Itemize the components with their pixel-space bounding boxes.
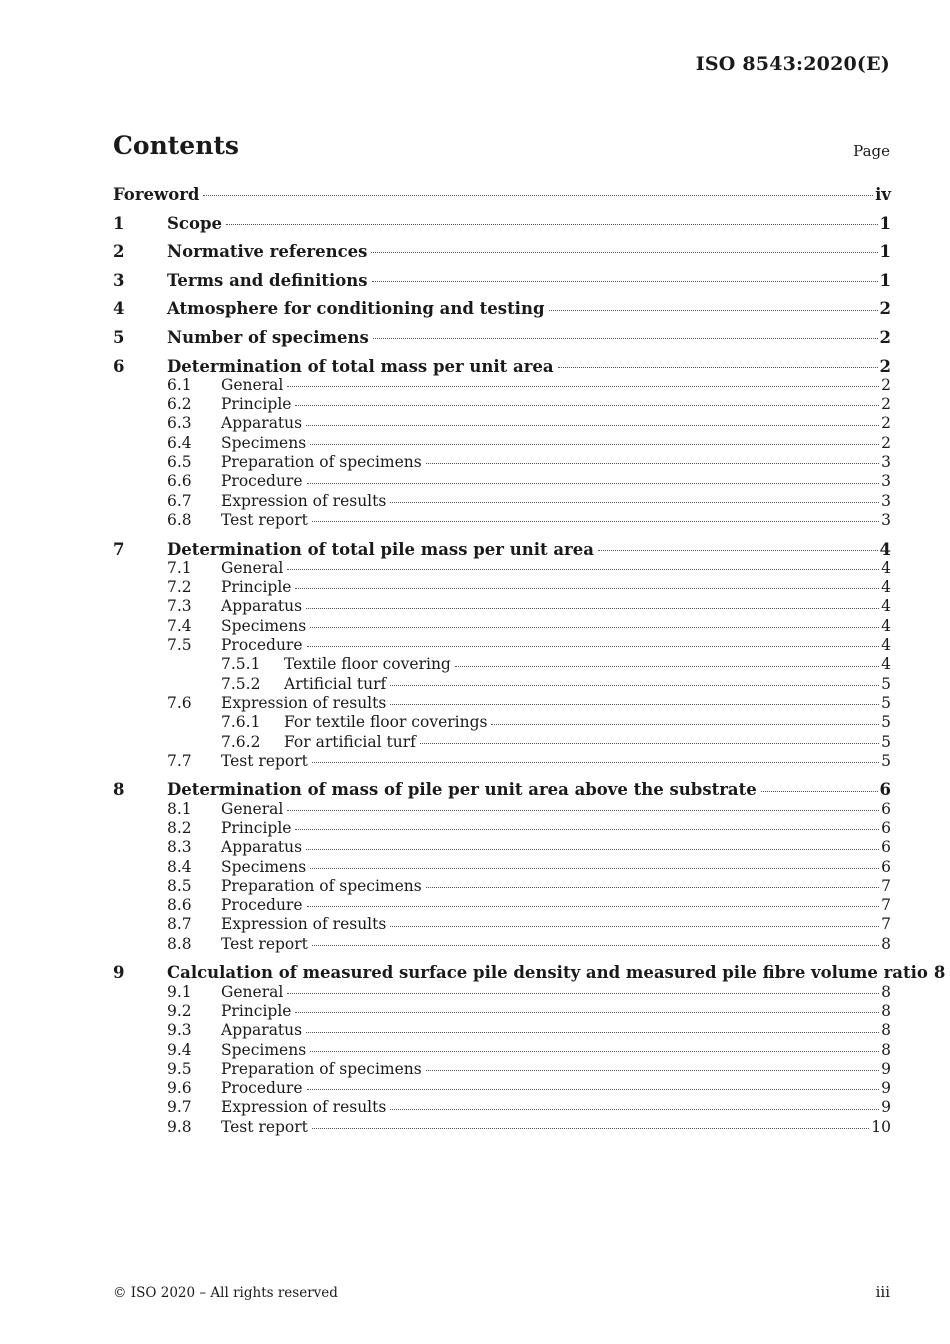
toc-entry-page[interactable]: iv — [875, 185, 891, 204]
toc-entry-title[interactable]: Test report — [221, 934, 308, 953]
toc-entry-number: 9.1 — [167, 982, 192, 1001]
toc-entry-page[interactable]: 2 — [879, 299, 891, 319]
toc-entry[interactable] — [113, 617, 891, 636]
toc-entry-page[interactable]: 7 — [881, 876, 891, 895]
toc-entry[interactable] — [113, 675, 891, 694]
toc-entry-page[interactable]: 6 — [881, 818, 891, 837]
toc-entry-number: 6.4 — [167, 433, 192, 452]
toc-entry[interactable] — [113, 636, 891, 655]
toc-entry-title[interactable]: Calculation of measured surface pile density and measured pile fibre volume ratio — [167, 963, 928, 983]
toc-entry[interactable] — [113, 1118, 891, 1137]
toc-entry-title[interactable]: Expression of results — [221, 693, 387, 712]
dot-leader — [310, 1051, 879, 1052]
toc-entry-title[interactable]: For artificial turf — [284, 732, 416, 751]
toc-entry-number: 8 — [113, 780, 125, 800]
dot-leader — [295, 829, 879, 830]
dot-leader — [287, 810, 879, 811]
dot-leader — [287, 993, 879, 994]
dot-leader — [306, 1032, 879, 1033]
toc-entry-number: 9.8 — [167, 1117, 192, 1136]
toc-entry-page[interactable]: 9 — [881, 1098, 891, 1117]
toc-entry[interactable] — [113, 1079, 891, 1098]
toc-entry-number: 9.3 — [167, 1021, 192, 1040]
toc-entry[interactable] — [113, 492, 891, 511]
toc-entry-number: 7.3 — [167, 597, 192, 616]
toc-entry-number: 6.8 — [167, 510, 192, 529]
toc-entry[interactable] — [113, 540, 891, 559]
toc-entry-number: 6.3 — [167, 414, 192, 433]
toc-entry-number: 8.3 — [167, 838, 192, 857]
dot-leader — [390, 704, 879, 705]
dot-leader — [306, 849, 879, 850]
toc-entry[interactable] — [113, 1098, 891, 1117]
dot-leader — [558, 367, 878, 368]
toc-entry[interactable] — [113, 357, 891, 376]
dot-leader — [426, 1070, 879, 1071]
dot-leader — [312, 521, 879, 522]
toc-entry[interactable] — [113, 983, 891, 1002]
toc-entry-number: 2 — [113, 242, 125, 262]
toc-entry[interactable] — [113, 694, 891, 713]
toc-entry-page[interactable]: 2 — [879, 356, 891, 376]
toc-entry-page[interactable]: 2 — [881, 433, 891, 452]
toc-entry[interactable] — [113, 511, 891, 530]
dot-leader — [390, 502, 879, 503]
dot-leader — [426, 887, 879, 888]
toc-entry[interactable] — [113, 434, 891, 453]
toc-entry-number: 8.2 — [167, 818, 192, 837]
dot-leader — [312, 1128, 869, 1129]
toc-entry-page[interactable]: 3 — [881, 491, 891, 510]
dot-leader — [306, 425, 879, 426]
toc-entry-number: 8.4 — [167, 857, 192, 876]
toc-entry-title[interactable]: Apparatus — [221, 414, 303, 433]
toc-entry-title[interactable]: Terms and definitions — [167, 270, 368, 290]
dot-leader — [310, 444, 879, 445]
toc-entry-number: 6.7 — [167, 491, 192, 510]
toc-entry-title[interactable]: Principle — [221, 1001, 292, 1020]
toc-entry[interactable] — [113, 271, 891, 290]
toc-entry-number: 7.6.1 — [221, 713, 261, 732]
toc-entry-title[interactable]: Specimens — [221, 433, 307, 452]
toc-entry-page[interactable]: 9 — [881, 1079, 891, 1098]
toc-entry-page[interactable]: 2 — [881, 414, 891, 433]
toc-entry[interactable] — [113, 655, 891, 674]
toc-entry-page[interactable]: 6 — [881, 838, 891, 857]
toc-entry-number: 9 — [113, 963, 125, 983]
toc-entry-title[interactable]: Specimens — [221, 857, 307, 876]
toc-entry-number: 6.2 — [167, 395, 192, 414]
dot-leader — [307, 906, 880, 907]
toc-entry-page[interactable]: 4 — [881, 558, 891, 577]
dot-leader — [295, 1012, 879, 1013]
toc-entry-page[interactable]: 3 — [881, 510, 891, 529]
toc-entry-number: 7.4 — [167, 616, 192, 635]
toc-entry-number: 7.5.2 — [221, 674, 261, 693]
dot-leader — [761, 791, 878, 792]
toc-entry-title[interactable]: Specimens — [221, 616, 307, 635]
toc-entry[interactable] — [113, 1060, 891, 1079]
toc-entry[interactable] — [113, 414, 891, 433]
toc-entry[interactable] — [113, 453, 891, 472]
toc-entry[interactable] — [113, 800, 891, 819]
toc-entry-number: 6 — [113, 356, 125, 376]
document-id: ISO 8543:2020(E) — [695, 53, 890, 75]
dot-leader — [295, 405, 879, 406]
toc-entry[interactable] — [113, 780, 891, 799]
toc-entry-title[interactable]: Number of specimens — [167, 327, 369, 347]
toc-entry-number: 7.1 — [167, 558, 192, 577]
toc-entry-number: 9.6 — [167, 1079, 192, 1098]
page-number: iii — [875, 1283, 890, 1301]
dot-leader — [372, 281, 878, 282]
toc-entry-title[interactable]: Atmosphere for conditioning and testing — [167, 299, 545, 319]
toc-entry-page[interactable]: 4 — [881, 597, 891, 616]
toc-entry-number: 8.7 — [167, 915, 192, 934]
toc-entry[interactable] — [113, 299, 891, 318]
toc-entry-page[interactable]: 8 — [881, 934, 891, 953]
toc-entry[interactable] — [113, 877, 891, 896]
toc-entry-page[interactable]: 10 — [871, 1117, 891, 1136]
toc-entry-number: 4 — [113, 299, 125, 319]
toc-entry-title[interactable]: Specimens — [221, 1040, 307, 1059]
toc-entry[interactable] — [113, 935, 891, 954]
toc-entry-page[interactable]: 1 — [879, 270, 891, 290]
toc-entry[interactable] — [113, 713, 891, 732]
toc-entry-number: 9.7 — [167, 1098, 192, 1117]
toc-entry[interactable] — [113, 242, 891, 261]
toc-entry-title[interactable]: General — [221, 799, 284, 818]
toc-entry-title[interactable]: Preparation of specimens — [221, 453, 422, 472]
toc-entry-number: 7.6 — [167, 693, 192, 712]
toc-entry-title[interactable]: Apparatus — [221, 1021, 303, 1040]
toc-entry-page[interactable]: 2 — [881, 395, 891, 414]
toc-entry-page[interactable]: 8 — [881, 1040, 891, 1059]
dot-leader — [312, 945, 879, 946]
toc-entry-page[interactable]: 3 — [881, 453, 891, 472]
toc-entry[interactable] — [113, 838, 891, 857]
toc-entry-page[interactable]: 7 — [881, 896, 891, 915]
toc-entry-page[interactable]: 8 — [881, 1001, 891, 1020]
toc-entry-number: 8.1 — [167, 799, 192, 818]
toc-entry-page[interactable]: 4 — [881, 578, 891, 597]
toc-entry-title[interactable]: Expression of results — [221, 491, 387, 510]
toc-entry-number: 6.5 — [167, 453, 192, 472]
dot-leader — [420, 743, 879, 744]
toc-entry-page[interactable]: 3 — [881, 472, 891, 491]
toc-entry-title[interactable]: For textile floor coverings — [284, 713, 488, 732]
toc-entry-title[interactable]: Principle — [221, 395, 292, 414]
toc-entry-title[interactable]: Determination of mass of pile per unit area above the substrate — [167, 780, 757, 800]
toc-entry-title[interactable]: Principle — [221, 818, 292, 837]
toc-entry-page[interactable]: 1 — [879, 242, 891, 262]
toc-entry-title[interactable]: Determination of total mass per unit area — [167, 356, 554, 376]
dot-leader — [312, 762, 879, 763]
toc-entry[interactable] — [113, 752, 891, 771]
toc-entry-title[interactable]: General — [221, 375, 284, 394]
dot-leader — [373, 338, 878, 339]
toc-entry-title[interactable]: Test report — [221, 510, 308, 529]
toc-entry[interactable] — [113, 328, 891, 347]
toc-entry-page[interactable]: 1 — [879, 213, 891, 233]
toc-entry-page[interactable]: 8 — [881, 982, 891, 1001]
toc-entry-number: 8.8 — [167, 934, 192, 953]
toc-entry-title[interactable]: Expression of results — [221, 1098, 387, 1117]
toc-entry[interactable] — [113, 472, 891, 491]
toc-entry-page[interactable]: 6 — [881, 857, 891, 876]
toc-entry-page[interactable]: 8 — [933, 963, 946, 983]
toc-entry-title[interactable]: Procedure — [221, 896, 303, 915]
toc-entry-number: 7.5 — [167, 636, 192, 655]
dot-leader — [287, 569, 879, 570]
toc-entry-title[interactable]: Scope — [167, 213, 223, 233]
toc-entry-title[interactable]: Expression of results — [221, 915, 387, 934]
toc-entry-page[interactable]: 2 — [879, 327, 891, 347]
toc-entry-number: 8.6 — [167, 896, 192, 915]
toc-entry-number: 1 — [113, 213, 125, 233]
toc-entry[interactable] — [113, 185, 891, 204]
toc-entry-page[interactable]: 5 — [881, 713, 891, 732]
toc-entry-number: 7.2 — [167, 578, 192, 597]
toc-entry-title[interactable]: Normative references — [167, 242, 368, 262]
toc-entry-title[interactable]: General — [221, 982, 284, 1001]
toc-entry[interactable] — [113, 1041, 891, 1060]
dot-leader — [371, 252, 877, 253]
toc-entry-title[interactable]: Apparatus — [221, 838, 303, 857]
toc-entry[interactable] — [113, 819, 891, 838]
toc-entry-title[interactable]: Preparation of specimens — [221, 876, 422, 895]
toc-entry-title[interactable]: Foreword — [113, 185, 200, 204]
toc-entry[interactable] — [113, 578, 891, 597]
toc-entry-number: 3 — [113, 270, 125, 290]
toc-entry[interactable] — [113, 1021, 891, 1040]
toc-entry-title[interactable]: Artificial turf — [284, 674, 387, 693]
toc-entry-title[interactable]: Procedure — [221, 636, 303, 655]
toc-entry[interactable] — [113, 214, 891, 233]
toc-entry-page[interactable]: 4 — [881, 616, 891, 635]
dot-leader — [295, 588, 879, 589]
toc-entry-title[interactable]: General — [221, 558, 284, 577]
toc-entry-title[interactable]: Procedure — [221, 472, 303, 491]
toc-entry-title[interactable]: Textile floor covering — [284, 655, 451, 674]
toc-entry-page[interactable]: 5 — [881, 732, 891, 751]
toc-entry-number: 8.5 — [167, 876, 192, 895]
toc-entry-title[interactable]: Determination of total pile mass per unit area — [167, 539, 594, 559]
toc-entry-number: 7 — [113, 539, 125, 559]
toc-entry-page[interactable]: 6 — [879, 780, 891, 800]
dot-leader — [287, 386, 879, 387]
toc-entry-title[interactable]: Principle — [221, 578, 292, 597]
toc-entry[interactable] — [113, 597, 891, 616]
dot-leader — [426, 463, 879, 464]
toc-entry-number: 7.6.2 — [221, 732, 261, 751]
dot-leader — [549, 310, 878, 311]
toc-entry-number: 7.5.1 — [221, 655, 261, 674]
toc-entry-page[interactable]: 5 — [881, 693, 891, 712]
dot-leader — [310, 627, 879, 628]
toc-entry-page[interactable]: 5 — [881, 674, 891, 693]
toc-entry-number: 6.6 — [167, 472, 192, 491]
toc-entry[interactable] — [113, 733, 891, 752]
dot-leader — [598, 550, 878, 551]
dot-leader — [307, 646, 880, 647]
toc-entry[interactable] — [113, 376, 891, 395]
toc-entry-title[interactable]: Procedure — [221, 1079, 303, 1098]
toc-entry-number: 9.4 — [167, 1040, 192, 1059]
dot-leader — [390, 926, 879, 927]
toc-entry-page[interactable]: 4 — [881, 655, 891, 674]
toc-entry-page[interactable]: 4 — [879, 539, 891, 559]
toc-entry-page[interactable]: 8 — [881, 1021, 891, 1040]
toc-entry[interactable] — [113, 395, 891, 414]
dot-leader — [455, 666, 879, 667]
toc-entry[interactable] — [113, 896, 891, 915]
dot-leader — [306, 608, 879, 609]
toc-entry-page[interactable]: 6 — [881, 799, 891, 818]
dot-leader — [310, 868, 879, 869]
table-of-contents — [113, 185, 946, 1137]
toc-entry-title[interactable]: Apparatus — [221, 597, 303, 616]
toc-entry[interactable] — [113, 963, 946, 983]
toc-entry-page[interactable]: 2 — [881, 375, 891, 394]
toc-entry[interactable] — [113, 559, 891, 578]
dot-leader — [390, 1109, 879, 1110]
page-column-label: Page — [853, 142, 890, 160]
dot-leader — [226, 224, 878, 225]
toc-entry-title[interactable]: Preparation of specimens — [221, 1059, 422, 1078]
contents-heading: Contents — [113, 131, 240, 160]
dot-leader — [491, 724, 879, 725]
toc-entry-title[interactable]: Test report — [221, 1117, 308, 1136]
toc-entry-number: 9.5 — [167, 1059, 192, 1078]
toc-entry[interactable] — [113, 1002, 891, 1021]
toc-entry[interactable] — [113, 858, 891, 877]
dot-leader — [307, 483, 880, 484]
toc-entry-page[interactable]: 4 — [881, 636, 891, 655]
toc-entry-page[interactable]: 7 — [881, 915, 891, 934]
dot-leader — [390, 685, 879, 686]
dot-leader — [203, 195, 873, 196]
dot-leader — [307, 1089, 880, 1090]
toc-entry-number: 9.2 — [167, 1001, 192, 1020]
toc-entry-page[interactable]: 5 — [881, 751, 891, 770]
toc-entry-number: 6.1 — [167, 375, 192, 394]
toc-entry-number: 5 — [113, 327, 125, 347]
toc-entry-page[interactable]: 9 — [881, 1059, 891, 1078]
toc-entry[interactable] — [113, 915, 891, 934]
toc-entry-number: 7.7 — [167, 751, 192, 770]
copyright-notice: © ISO 2020 – All rights reserved — [113, 1285, 338, 1301]
toc-entry-title[interactable]: Test report — [221, 751, 308, 770]
